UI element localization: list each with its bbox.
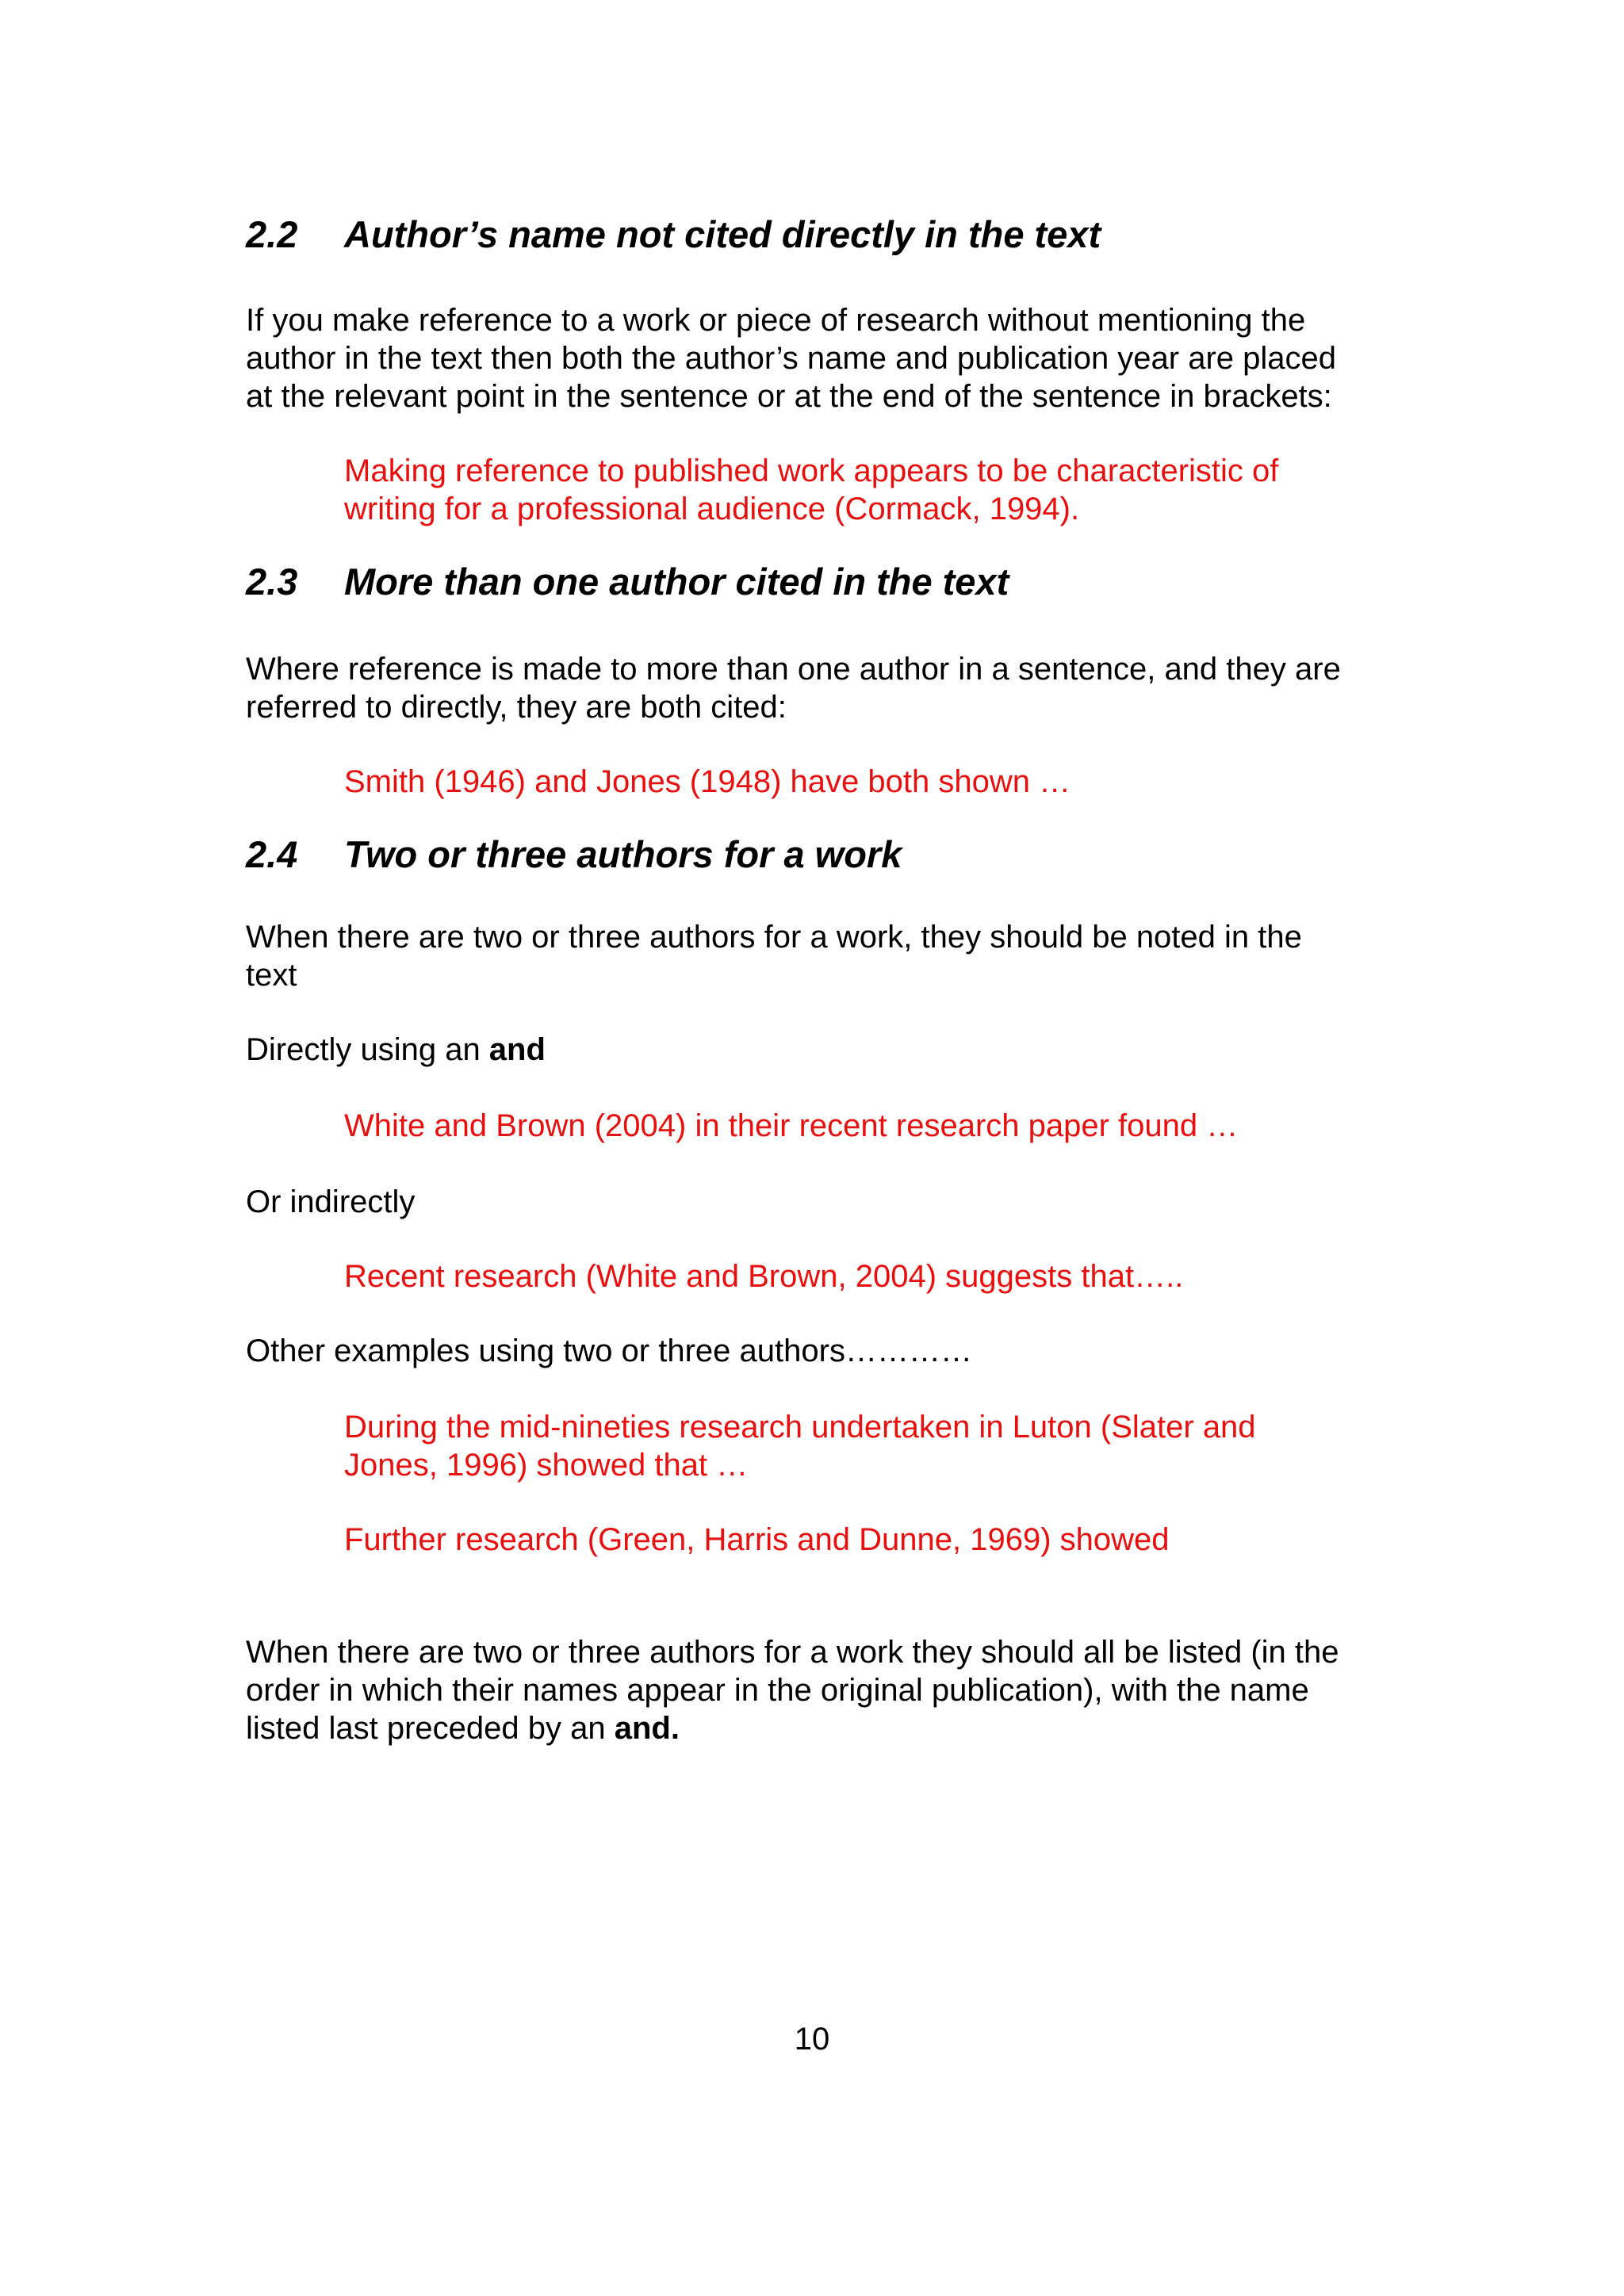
closing-text: When there are two or three authors for a work they should all be listed (in the order in which their names appear in the original publication), with the name listed last preceded by an (246, 1635, 1339, 1746)
bold-keyword: and (488, 1032, 546, 1067)
example-citation: Further research (Green, Harris and Dunne, 1969) showed (344, 1522, 1170, 1557)
section-heading-2-4 (246, 832, 902, 877)
body-paragraph: Where reference is made to more than one author in a sentence, and they are referred to directly, they are both cited: (246, 652, 1341, 725)
bold-keyword: and. (614, 1711, 680, 1746)
section-number: 2.3 (246, 561, 298, 603)
example-citation: Making reference to published work appears to be characteristic of writing for a professional audience (Cormack, 1994). (344, 453, 1279, 526)
section-title: More than one author cited in the text (344, 561, 1009, 603)
example-citation: Smith (1946) and Jones (1948) have both shown … (344, 764, 1071, 799)
body-paragraph: Other examples using two or three authors………… (246, 1334, 972, 1368)
direct-label: Directly using an (246, 1032, 489, 1067)
section-number: 2.4 (246, 833, 298, 875)
example-citation: White and Brown (2004) in their recent research paper found … (344, 1108, 1239, 1143)
body-paragraph: Or indirectly (246, 1184, 416, 1219)
body-paragraph (246, 1031, 1388, 1069)
body-paragraph: If you make reference to a work or piece of research without mentioning the author in the text then both the author’s name and publication year are placed at the relevant point in the sentence or at the end of the sentence in brackets: (246, 303, 1337, 414)
section-heading-2-3 (246, 560, 1009, 604)
body-paragraph: When there are two or three authors for a work, they should be noted in the text (246, 920, 1302, 993)
example-citation: During the mid-nineties research undertaken in Luton (Slater and Jones, 1996) showed that … (344, 1410, 1256, 1483)
section-title: Author’s name not cited directly in the text (344, 213, 1101, 255)
page-number: 10 (794, 2022, 830, 2057)
section-heading-2-2 (246, 212, 1101, 257)
body-paragraph (246, 1633, 1388, 1747)
section-title: Two or three authors for a work (344, 833, 902, 875)
section-number: 2.2 (246, 213, 298, 255)
example-citation: Recent research (White and Brown, 2004) suggests that….. (344, 1259, 1184, 1294)
